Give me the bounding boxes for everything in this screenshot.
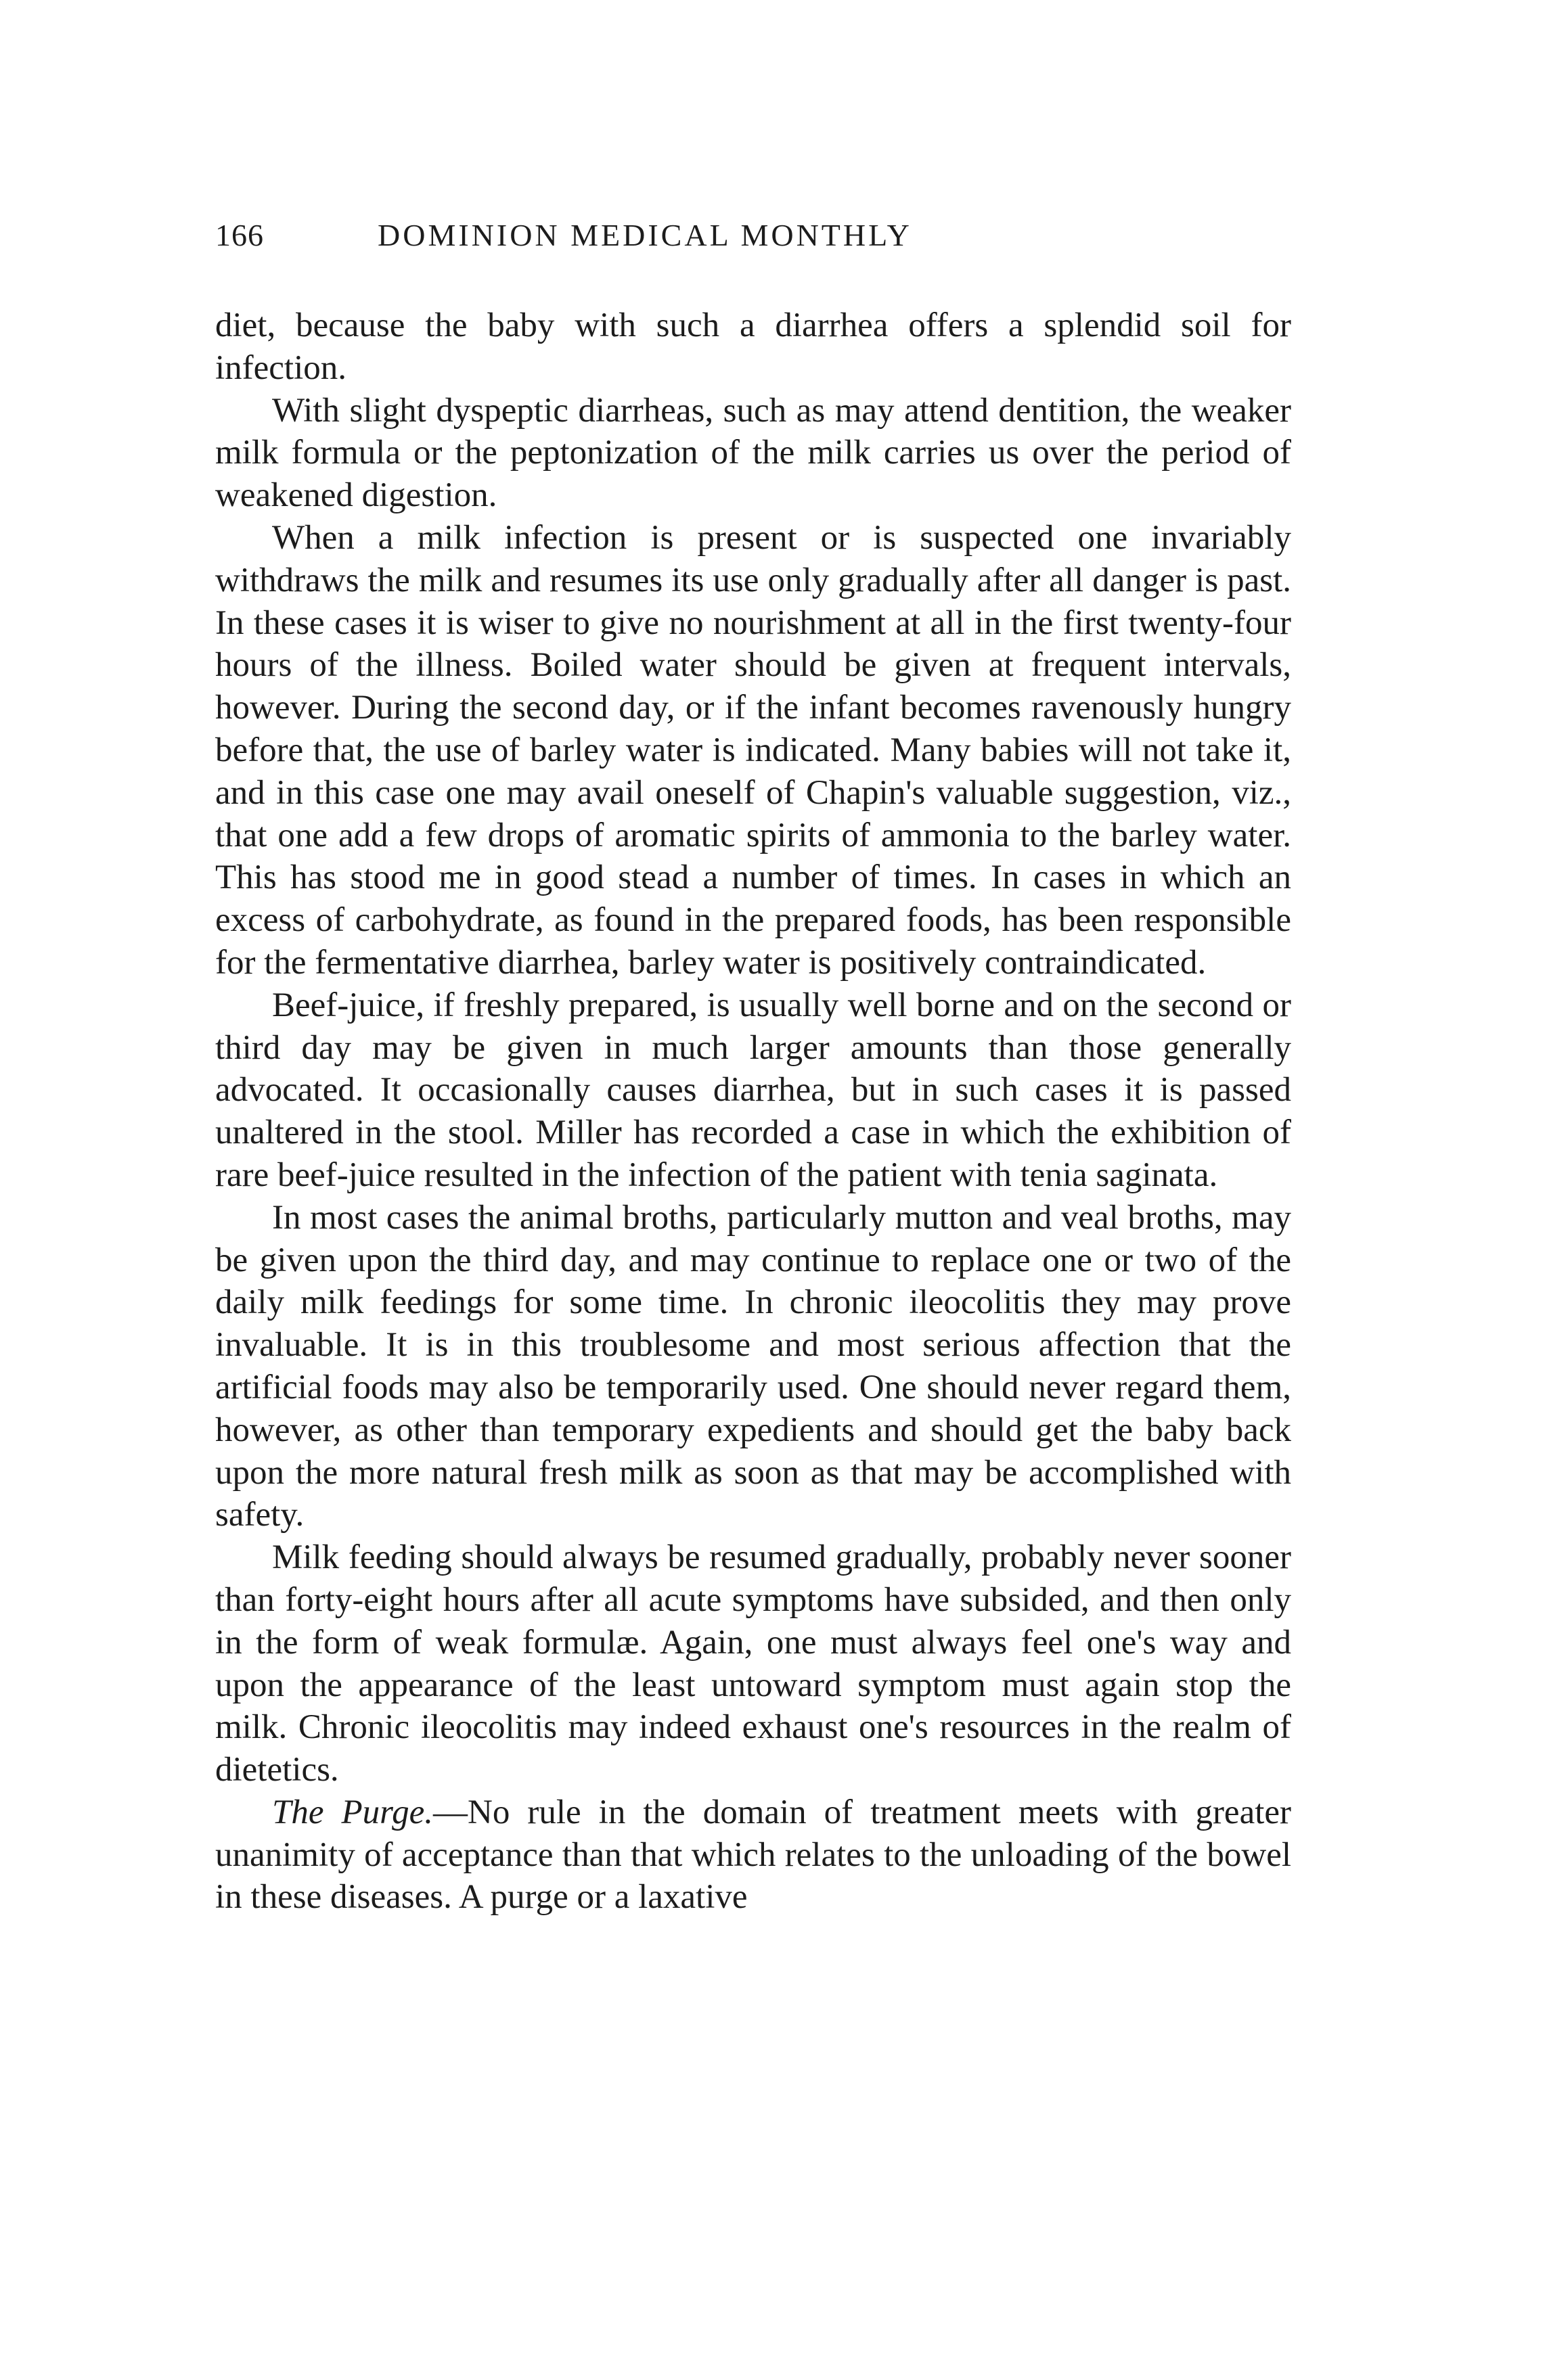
- paragraph: Milk feeding should always be resumed gradually, probably never sooner than forty-eight hours after all acute symptoms have subsided, and then only in the form of weak formulæ. Again, one must always feel one's way and upon the appearance of the least untoward symptom must again stop the milk. Chronic ileocolitis may indeed exhaust one's resources in the realm of dietetics.: [215, 1538, 1291, 1789]
- running-title: DOMINION MEDICAL MONTHLY: [378, 218, 912, 252]
- paragraph: In most cases the animal broths, particularly mutton and veal broths, may be given upon the third day, and may continue to replace one or two of the daily milk feedings for some time. In chronic ileocolitis they may prove invaluable. It is in this troublesome and most serious affection that the artificial foods may also be temporarily used. One should never regard them, however, as other than temporary expedients and should get the baby back upon the more natural fresh milk as soon as that may be accomplished with safety.: [215, 1198, 1291, 1534]
- body-text: [215, 304, 1291, 1919]
- page-number: 166: [215, 218, 264, 252]
- section-heading-purge: The Purge.: [272, 1793, 434, 1831]
- paragraph-purge-text: —No rule in the domain of treatment meets with greater unanimity of acceptance than that which relates to the unloading of the bowel in these diseases. A purge or a laxative: [215, 1793, 1291, 1917]
- paragraph: When a milk infection is present or is suspected one invariably withdraws the milk and resumes its use only gradually after all danger is past. In these cases it is wiser to give no nourishment at all in the first twenty-four hours of the illness. Boiled water should be given at frequent intervals, however. During the second day, or if the infant becomes ravenously hungry before that, the use of barley water is indicated. Many babies will not take it, and in this case one may avail oneself of Chapin's valuable suggestion, viz., that one add a few drops of aromatic spirits of ammonia to the barley water. This has stood me in good stead a number of times. In cases in which an excess of carbohydrate, as found in the prepared foods, has been responsible for the fermentative diarrhea, barley water is positively contraindicated.: [215, 518, 1291, 982]
- paragraph: With slight dyspeptic diarrheas, such as may attend dentition, the weaker milk formula or the peptonization of the milk carries us over the period of weakened digestion.: [215, 391, 1291, 515]
- paragraph: Beef-juice, if freshly prepared, is usually well borne and on the second or third day may be given in much larger amounts than those generally advocated. It occasionally causes diarrhea, but in such cases it is passed unaltered in the stool. Miller has recorded a case in which the exhibition of rare beef-juice resulted in the infection of the patient with tenia saginata.: [215, 986, 1291, 1194]
- paragraph-purge: [215, 1791, 1291, 1919]
- paragraph: diet, because the baby with such a diarrhea offers a splendid soil for infection.: [215, 306, 1291, 387]
- page-header: [215, 215, 1291, 256]
